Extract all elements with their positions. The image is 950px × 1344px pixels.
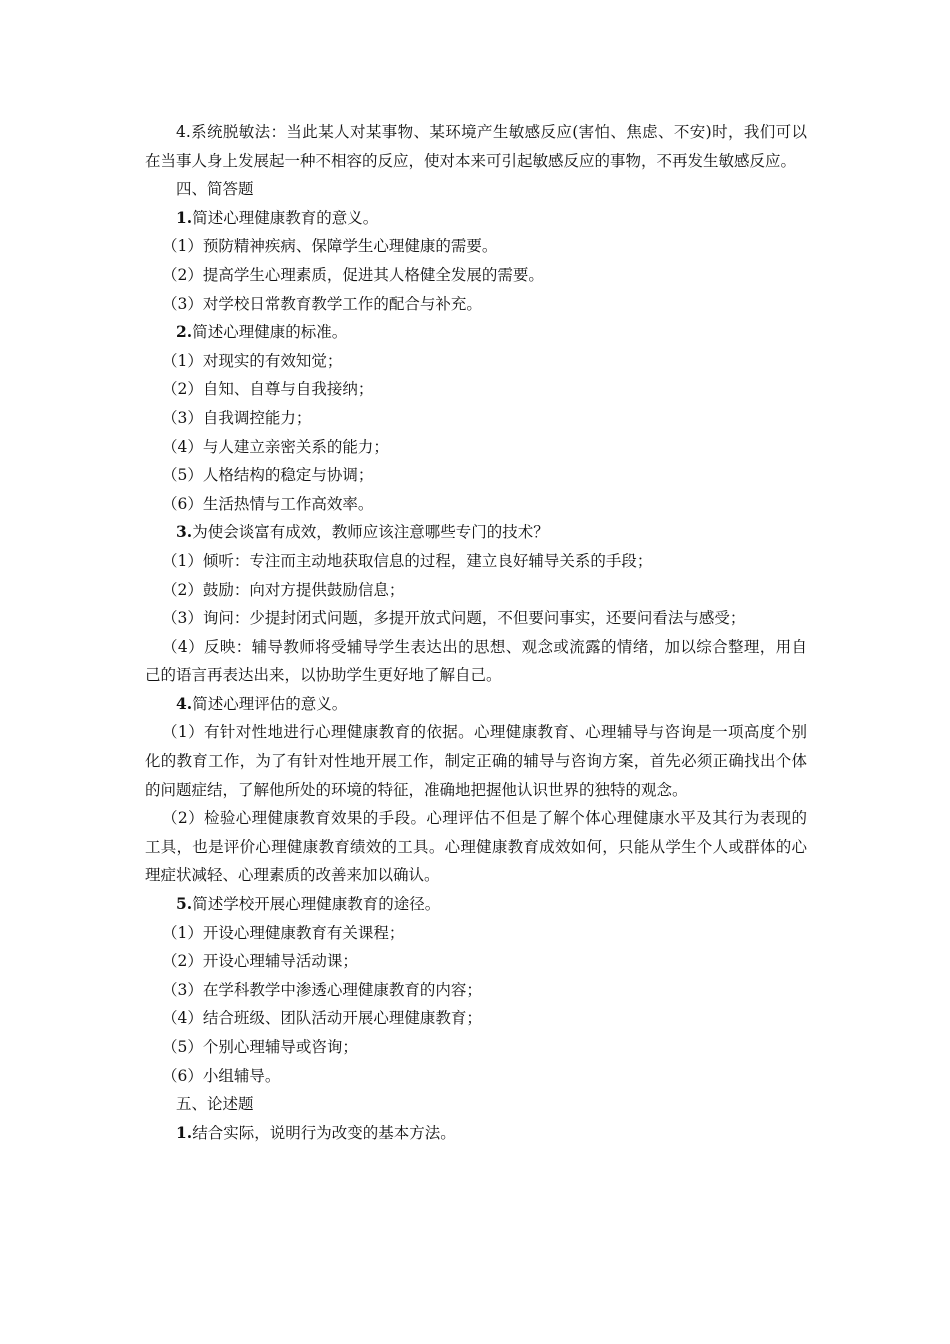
section-5-heading: 五、论述题 <box>176 1095 254 1114</box>
answer-item: （1）预防精神疾病、保障学生心理健康的需要。 <box>162 237 498 256</box>
answer-item: （6）生活热情与工作高效率。 <box>162 494 374 513</box>
essay-question-1-title: 结合实际，说明行为改变的基本方法。 <box>192 1123 456 1142</box>
item-4-systematic-desensitization: 4.系统脱敏法：当此某人对某事物、某环境产生敏感反应(害怕、焦虑、不安)时，我们可以在当事人身上发展起一种不相容的反应，使对本来可引起敏感反应的事物，不再发生敏感反应。 <box>145 123 807 170</box>
answer-item: （1）倾听：专注而主动地获取信息的过程，建立良好辅导关系的手段； <box>162 551 653 570</box>
answer-item: （4）反映：辅导教师将受辅导学生表达出的思想、观念或流露的情绪，加以综合整理，用自己的语言再表达出来，以协助学生更好地了解自己。 <box>145 637 807 685</box>
answer-item: （5）人格结构的稳定与协调； <box>162 466 374 485</box>
answer-item: （1）对现实的有效知觉； <box>162 351 343 370</box>
question-3 <box>145 518 807 547</box>
question-2 <box>145 318 807 347</box>
answer-item: （1）有针对性地进行心理健康教育的依据。心理健康教育、心理辅导与咨询是一项高度个别化的教育工作，为了有针对性地开展工作，制定正确的辅导与咨询方案，首先必须正确找出个体的问题症结，了解他所处的环境的特征，准确地把握他认识世界的独特的观念。 <box>145 723 807 799</box>
question-4-title: 简述心理评估的意义。 <box>192 694 348 713</box>
question-5-number: 5. <box>176 894 193 914</box>
answer-item: （3）询问：少提封闭式问题，多提开放式问题，不但要问事实，还要问看法与感受； <box>162 609 746 628</box>
answer-item: （2）鼓励：向对方提供鼓励信息； <box>162 580 405 599</box>
document-page <box>145 118 807 1147</box>
answer-item: （4）结合班级、团队活动开展心理健康教育； <box>162 1009 482 1028</box>
question-3-title: 为使会谈富有成效，教师应该注意哪些专门的技术？ <box>192 523 549 542</box>
question-5-title: 简述学校开展心理健康教育的途径。 <box>192 895 441 914</box>
question-5 <box>145 890 807 919</box>
answer-item: （4）与人建立亲密关系的能力； <box>162 437 389 456</box>
answer-item: （3）自我调控能力； <box>162 408 312 427</box>
question-3-number: 3. <box>176 522 193 542</box>
question-4-number: 4. <box>176 693 193 713</box>
answer-item: （1）开设心理健康教育有关课程； <box>162 923 405 942</box>
section-4-heading: 四、简答题 <box>176 180 254 199</box>
answer-item: （2）提高学生心理素质，促进其人格健全发展的需要。 <box>162 265 544 284</box>
answer-item: （3）对学校日常教育教学工作的配合与补充。 <box>162 294 482 313</box>
question-1 <box>145 204 807 233</box>
answer-item: （2）自知、自尊与自我接纳； <box>162 380 374 399</box>
question-4 <box>145 690 807 719</box>
question-2-number: 2. <box>176 322 193 342</box>
essay-question-1-number: 1. <box>176 1122 193 1142</box>
answer-item: （3）在学科教学中渗透心理健康教育的内容； <box>162 980 482 999</box>
answer-item: （2）开设心理辅导活动课； <box>162 952 358 971</box>
question-1-title: 简述心理健康教育的意义。 <box>192 208 379 227</box>
question-2-title: 简述心理健康的标准。 <box>192 323 348 342</box>
essay-question-1 <box>145 1119 807 1148</box>
answer-item: （6）小组辅导。 <box>162 1066 281 1085</box>
answer-item: （5）个别心理辅导或咨询； <box>162 1038 358 1056</box>
question-1-number: 1. <box>176 207 193 227</box>
answer-item: （2）检验心理健康教育效果的手段。心理评估不但是了解个体心理健康水平及其行为表现的工具，也是评价心理健康教育绩效的工具。心理健康教育成效如何，只能从学生个人或群体的心理症状减轻、心理素质的改善来加以确认。 <box>145 809 807 885</box>
